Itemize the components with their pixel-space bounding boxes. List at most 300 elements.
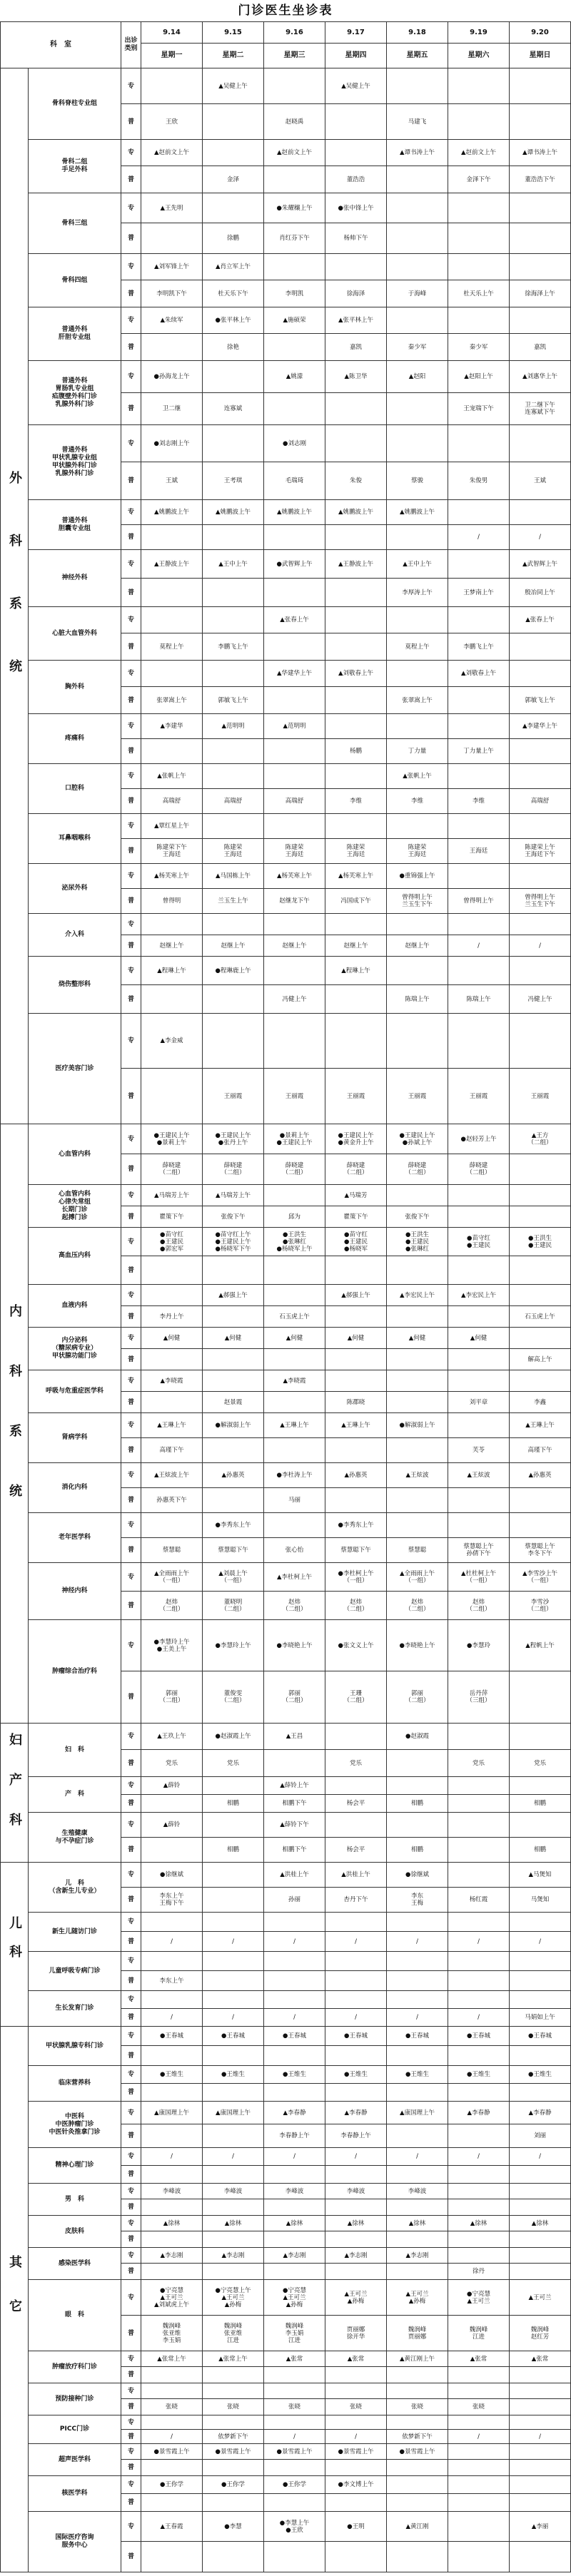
schedule-cell: / [203, 2009, 264, 2027]
visit-type-label: 专 [121, 2216, 141, 2231]
schedule-cell: ▲华建华上午 [264, 661, 325, 687]
schedule-cell: 马建飞 [387, 104, 448, 140]
schedule-cell [387, 1750, 448, 1777]
schedule-cell: 曾得明上午 兰玉生下午 [510, 889, 571, 914]
schedule-cell: 魏润峰 贾丽娜 [387, 2316, 448, 2351]
schedule-cell [264, 2264, 325, 2280]
schedule-cell: ▲谭书涛上午 [510, 140, 571, 166]
schedule-cell: ●王洪生 ●张琳红 ●杨晓军上午 [264, 1228, 325, 1256]
schedule-cell [264, 2231, 325, 2248]
schedule-cell [264, 579, 325, 607]
visit-type-label: 普 [121, 579, 141, 607]
schedule-cell: ▲王玖上午 [141, 1724, 203, 1750]
department-name: 神经内科 [29, 1563, 121, 1620]
schedule-cell: 卫二继 [141, 393, 203, 425]
schedule-cell: ▲张春上午 [510, 607, 571, 633]
schedule-cell: 贾丽娜 徐开华 [325, 2316, 387, 2351]
schedule-cell [264, 1392, 325, 1413]
visit-type-label: 普 [121, 1932, 141, 1952]
schedule-cell [448, 2494, 510, 2512]
schedule-cell [387, 661, 448, 687]
schedule-cell [141, 223, 203, 254]
schedule-cell [141, 1952, 203, 1971]
schedule-cell [264, 393, 325, 425]
schedule-cell: ▲徐林 [510, 2216, 571, 2231]
visit-type-label: 专 [121, 2066, 141, 2084]
schedule-cell: / [264, 2009, 325, 2027]
schedule-cell: 杏丹下午 [325, 1888, 387, 1913]
department-name: 消化内科 [29, 1463, 121, 1513]
schedule-cell [387, 1777, 448, 1795]
schedule-cell: ▲薛铃 [141, 1777, 203, 1795]
visit-type-label: 专 [121, 68, 141, 104]
schedule-cell: ●王春城 [448, 2027, 510, 2046]
weekday-header: 星期六 [448, 44, 510, 68]
schedule-cell [203, 579, 264, 607]
schedule-cell: ●王春城 [325, 2027, 387, 2046]
schedule-cell [510, 254, 571, 280]
schedule-cell [510, 104, 571, 140]
schedule-cell: 殷冶同上午 [510, 579, 571, 607]
visit-type-label: 专 [121, 500, 141, 525]
schedule-cell: 李鑫 [510, 1392, 571, 1413]
schedule-cell: ▲赵阳 [387, 361, 448, 393]
schedule-cell: / [325, 2430, 387, 2444]
schedule-cell [448, 2415, 510, 2430]
schedule-cell: / [141, 2009, 203, 2027]
schedule-cell [448, 500, 510, 525]
schedule-cell: 魏润峰 江进 [448, 2316, 510, 2351]
schedule-cell: 王斌 [510, 462, 571, 500]
schedule-cell [141, 525, 203, 550]
schedule-cell: 徐艳 [203, 334, 264, 361]
schedule-cell: ▲孙惠英 [325, 1463, 387, 1488]
schedule-cell [325, 2199, 387, 2216]
schedule-cell: 曾得明 [141, 889, 203, 914]
schedule-cell: 王丽霞 [264, 1069, 325, 1124]
schedule-cell: ●宁亮慧 ▲王可兰 ▲孙梅 [264, 2280, 325, 2316]
schedule-cell [387, 607, 448, 633]
schedule-cell [325, 2383, 387, 2399]
schedule-cell: ●赵淑霞 [387, 1724, 448, 1750]
visit-type-label: 普 [121, 1392, 141, 1413]
schedule-cell: ●王春城 [141, 2027, 203, 2046]
schedule-cell: ●李慧 [203, 2512, 264, 2542]
schedule-cell: 王宠瑞下午 [448, 393, 510, 425]
schedule-cell [510, 2184, 571, 2199]
schedule-cell [448, 2542, 510, 2572]
schedule-cell: 刘平章 [448, 1392, 510, 1413]
schedule-cell [264, 1185, 325, 1206]
schedule-cell: ●赵轻芳上午 [448, 1124, 510, 1154]
schedule-cell: 高瑞舒 [141, 789, 203, 814]
schedule-cell [203, 814, 264, 839]
department-name: 普通外科 胃肠乳专业组 疝腹壁外科门诊 乳腺外科门诊 [29, 361, 121, 425]
schedule-cell: 薛晓建 （二组） [325, 1154, 387, 1185]
visit-type-label: 普 [121, 1750, 141, 1777]
schedule-cell: / [203, 1932, 264, 1952]
schedule-cell [510, 1991, 571, 2009]
schedule-cell: ▲王琳上午 [325, 1413, 387, 1438]
schedule-cell: 相鹏 [387, 1838, 448, 1863]
schedule-cell: 李明凯 [264, 280, 325, 307]
schedule-cell [203, 525, 264, 550]
schedule-cell [448, 714, 510, 739]
department-name: 皮肤科 [29, 2216, 121, 2248]
schedule-cell: 薛晓建 （二组） [448, 1154, 510, 1185]
visit-type-label: 普 [121, 2166, 141, 2184]
schedule-cell [203, 1991, 264, 2009]
schedule-cell [510, 2399, 571, 2415]
schedule-cell: 王斌 [141, 462, 203, 500]
schedule-cell: 高瑞舒 [264, 789, 325, 814]
schedule-cell: 郭丽 （二组） [387, 1671, 448, 1724]
schedule-cell: 李峰波 [325, 2184, 387, 2199]
schedule-cell [387, 2124, 448, 2148]
schedule-cell [387, 2542, 448, 2572]
schedule-cell [387, 1349, 448, 1370]
department-name: 感染医学科 [29, 2248, 121, 2280]
schedule-cell: 莫程上午 [141, 633, 203, 661]
schedule-cell: 蔡慧聪下午 [325, 1538, 387, 1563]
schedule-cell: 孙惠英下午 [141, 1488, 203, 1513]
schedule-cell: ▲程琳上午 [141, 957, 203, 985]
schedule-cell [448, 193, 510, 223]
schedule-cell [510, 2248, 571, 2264]
schedule-cell [448, 2367, 510, 2383]
schedule-cell [448, 2084, 510, 2102]
department-name: 核医学科 [29, 2476, 121, 2512]
schedule-cell [387, 1991, 448, 2009]
schedule-cell: 赵继上午 [325, 935, 387, 957]
visit-type-label: 普 [121, 789, 141, 814]
schedule-cell: ●解淑弱上午 [387, 1413, 448, 1438]
schedule-cell: ●王洪生 ●王建民 ●张琳红 [387, 1228, 448, 1256]
schedule-cell: ▲程琳上午 [325, 957, 387, 985]
schedule-cell: ▲范明明 [203, 714, 264, 739]
department-group-label: 内科系统 [1, 1124, 29, 1724]
department-name: 国际医疗咨询 服务中心 [29, 2512, 121, 2572]
schedule-cell: ▲张平林上午 [325, 307, 387, 334]
schedule-cell: ▲李宏民上午 [448, 1285, 510, 1306]
schedule-cell [387, 425, 448, 462]
schedule-cell [203, 1777, 264, 1795]
schedule-cell [141, 914, 203, 935]
schedule-cell [264, 1952, 325, 1971]
visit-type-label: 普 [121, 2264, 141, 2280]
schedule-cell: ▲薛铃下午 [264, 1813, 325, 1838]
schedule-cell [510, 864, 571, 889]
schedule-cell: ▲杨芙寒上午 [264, 864, 325, 889]
visit-type-label: 普 [121, 1592, 141, 1620]
schedule-cell [448, 1991, 510, 2009]
schedule-cell [264, 739, 325, 764]
schedule-cell: ▲张常 [325, 2351, 387, 2367]
visit-type-label: 普 [121, 223, 141, 254]
visit-type-label: 专 [121, 1813, 141, 1838]
schedule-cell: 刘丽 [510, 2124, 571, 2148]
visit-type-label: 专 [121, 1285, 141, 1306]
schedule-cell: 相鹏 [387, 1795, 448, 1813]
schedule-cell [387, 2231, 448, 2248]
schedule-cell [141, 1795, 203, 1813]
visit-type-label: 专 [121, 764, 141, 789]
schedule-cell [325, 104, 387, 140]
schedule-cell: ●张平林上午 [203, 307, 264, 334]
schedule-cell: / [325, 2009, 387, 2027]
schedule-cell: 瞿策下午 [141, 1206, 203, 1228]
schedule-cell [387, 254, 448, 280]
schedule-cell [510, 2542, 571, 2572]
schedule-cell [325, 425, 387, 462]
visit-type-label: 普 [121, 280, 141, 307]
schedule-cell [387, 1392, 448, 1413]
schedule-cell [203, 914, 264, 935]
visit-type-label: 普 [121, 1438, 141, 1463]
schedule-cell [264, 2542, 325, 2572]
schedule-cell: 陈建荣 王海廷 [387, 839, 448, 864]
schedule-cell: ▲张常 [448, 2351, 510, 2367]
visit-type-label: 普 [121, 2399, 141, 2415]
visit-type-label: 普 [121, 2367, 141, 2383]
schedule-cell: ●王维生 [510, 2066, 571, 2084]
schedule-cell: ●王你学 [141, 2476, 203, 2494]
schedule-cell: / [510, 935, 571, 957]
schedule-cell [387, 1913, 448, 1932]
schedule-cell [203, 2046, 264, 2066]
schedule-cell: ▲李春静 [264, 2102, 325, 2124]
schedule-cell: ●李秀东上午 [325, 1513, 387, 1538]
schedule-cell: ▲李金威 [141, 1014, 203, 1069]
schedule-cell: 杨鹏 [325, 739, 387, 764]
schedule-cell: 石玉虎上午 [264, 1306, 325, 1328]
schedule-cell: ●李慧玲上午 [203, 1620, 264, 1671]
weekday-header: 星期日 [510, 44, 571, 68]
schedule-cell [387, 1306, 448, 1328]
schedule-cell [141, 2231, 203, 2248]
schedule-cell [325, 140, 387, 166]
schedule-cell: 陈建荣 王海廷 [325, 839, 387, 864]
department-name: 疼痛科 [29, 714, 121, 764]
schedule-cell [448, 1913, 510, 1932]
schedule-cell: ●徐继斌 [141, 1863, 203, 1888]
schedule-cell: ▲李杜柯上午 [264, 1563, 325, 1592]
schedule-cell [264, 2046, 325, 2066]
department-name: 儿 科 （含新生儿专业） [29, 1863, 121, 1913]
schedule-cell [203, 104, 264, 140]
schedule-cell: ▲赵阳上午 [448, 361, 510, 393]
schedule-cell [325, 687, 387, 714]
schedule-cell [387, 714, 448, 739]
visit-type-label: 普 [121, 1488, 141, 1513]
schedule-cell: ▲姚鹏波上午 [387, 500, 448, 525]
schedule-cell: ●苗守红 ●王建民 [448, 1228, 510, 1256]
schedule-cell: ▲康国理上午 [141, 2102, 203, 2124]
schedule-cell: 高瑞舒 [203, 789, 264, 814]
schedule-cell [510, 1913, 571, 1932]
schedule-cell [203, 1888, 264, 1913]
schedule-cell: / [264, 2148, 325, 2166]
schedule-cell: ▲薛铃 [141, 1813, 203, 1838]
schedule-cell: ▲王可兰 [510, 2280, 571, 2316]
department-name: 呼吸与危重症医学科 [29, 1370, 121, 1413]
schedule-cell: 董晓明 （二组） [203, 1592, 264, 1620]
schedule-cell [325, 1438, 387, 1463]
schedule-cell [264, 1513, 325, 1538]
schedule-cell [510, 2444, 571, 2460]
schedule-cell: ▲马国栋上午 [203, 864, 264, 889]
schedule-cell [203, 1349, 264, 1370]
visit-type-label: 普 [121, 525, 141, 550]
schedule-cell: 陈瑞上午 [387, 985, 448, 1014]
schedule-cell: 张心怡 [264, 1538, 325, 1563]
schedule-cell [510, 739, 571, 764]
schedule-cell: / [325, 1932, 387, 1952]
schedule-cell [448, 2460, 510, 2476]
schedule-cell: ▲薛铃上午 [264, 1777, 325, 1795]
schedule-cell: ▲王琳上午 [264, 1413, 325, 1438]
schedule-cell: 王丽霞 [387, 1069, 448, 1124]
visit-type-label: 专 [121, 140, 141, 166]
schedule-cell: ▲马瑞芳上午 [203, 1185, 264, 1206]
department-name: 生长发育门诊 [29, 1991, 121, 2027]
visit-type-label: 普 [121, 2046, 141, 2066]
schedule-cell [448, 1724, 510, 1750]
schedule-cell [203, 2383, 264, 2399]
schedule-cell: 邱为 [264, 1206, 325, 1228]
department-name: PICC门诊 [29, 2415, 121, 2444]
schedule-cell [510, 307, 571, 334]
schedule-cell [141, 1256, 203, 1285]
schedule-cell: 相鹏 [510, 1838, 571, 1863]
schedule-cell: ▲李建华上午 [510, 714, 571, 739]
schedule-cell: ▲王静波上午 [141, 550, 203, 579]
schedule-cell [203, 1913, 264, 1932]
schedule-cell: ▲黄江刚上午 [387, 2351, 448, 2367]
schedule-cell [325, 2166, 387, 2184]
schedule-cell [203, 1863, 264, 1888]
schedule-cell [203, 1306, 264, 1328]
schedule-cell: ▲刘军锋上午 [141, 254, 203, 280]
schedule-cell: 赵继上午 [203, 935, 264, 957]
schedule-cell: ▲李志刚 [387, 2248, 448, 2264]
schedule-cell [510, 1185, 571, 1206]
schedule-cell [203, 1488, 264, 1513]
schedule-cell: ▲李志刚 [325, 2248, 387, 2264]
schedule-cell: 李峰波 [203, 2184, 264, 2199]
schedule-cell: 张晓 [325, 2399, 387, 2415]
date-header: 9.18 [387, 22, 448, 44]
schedule-cell: 相鹏下午 [264, 1795, 325, 1813]
schedule-cell: ●张中锋上午 [325, 193, 387, 223]
schedule-cell: / [510, 1932, 571, 1952]
visit-type-label: 专 [121, 1913, 141, 1932]
schedule-cell: 依梦新下午 [387, 2430, 448, 2444]
schedule-cell: 王海廷 [448, 839, 510, 864]
schedule-cell: ▲赵前文上午 [141, 140, 203, 166]
schedule-cell: 高瑞舒 [510, 789, 571, 814]
schedule-cell [141, 334, 203, 361]
schedule-cell [141, 1392, 203, 1413]
schedule-cell [325, 2367, 387, 2383]
schedule-cell: / [448, 2009, 510, 2027]
schedule-cell [203, 739, 264, 764]
schedule-cell [264, 1349, 325, 1370]
schedule-cell: ▲杨芙寒上午 [325, 864, 387, 889]
schedule-cell [448, 1863, 510, 1888]
schedule-cell [448, 1206, 510, 1228]
schedule-cell [448, 2512, 510, 2542]
schedule-cell [448, 1838, 510, 1863]
schedule-cell: 陈建荣 王海廷 [264, 839, 325, 864]
schedule-cell: 陈建荣上午 王海廷下午 [510, 839, 571, 864]
schedule-cell [387, 2460, 448, 2476]
visit-type-label: 普 [121, 839, 141, 864]
schedule-cell: 魏润峰 张亚维 李玉娟 [141, 2316, 203, 2351]
schedule-cell [203, 1256, 264, 1285]
schedule-cell: 王丽霞 [203, 1069, 264, 1124]
schedule-cell: ▲康国理上午 [387, 2102, 448, 2124]
schedule-cell: ▲徐林 [264, 2216, 325, 2231]
schedule-cell [448, 914, 510, 935]
schedule-cell: 高瑾下午 [510, 1438, 571, 1463]
schedule-cell [448, 68, 510, 104]
department-column-header: 科 室 [1, 22, 121, 68]
schedule-cell: 毛瑞琦 [264, 462, 325, 500]
visit-type-label: 专 [121, 2248, 141, 2264]
schedule-cell: 张晓 [448, 2399, 510, 2415]
department-group-label: 其它 [1, 2027, 29, 2572]
schedule-cell [510, 223, 571, 254]
schedule-cell [448, 2476, 510, 2494]
department-name: 妇 科 [29, 1724, 121, 1777]
schedule-cell: ▲黄江刚 [387, 2512, 448, 2542]
visit-type-label: 普 [121, 935, 141, 957]
visit-type-label: 普 [121, 889, 141, 914]
schedule-cell [387, 1370, 448, 1392]
schedule-cell [264, 1438, 325, 1463]
schedule-cell: 相鹏下午 [264, 1838, 325, 1863]
schedule-cell: ●武智辉上午 [264, 550, 325, 579]
schedule-cell [264, 1014, 325, 1069]
schedule-cell: 赵景霞 [203, 1392, 264, 1413]
department-name: 心血管内科 心律失常组 长期门诊 起搏门诊 [29, 1185, 121, 1228]
schedule-cell: ▲李雪沙上午 （一组） [510, 1563, 571, 1592]
schedule-cell: 李春静上午 [325, 2124, 387, 2148]
schedule-cell [510, 2415, 571, 2430]
department-name: 肿瘤放疗科门诊 [29, 2351, 121, 2383]
visit-type-label: 专 [121, 864, 141, 889]
schedule-cell [387, 223, 448, 254]
schedule-cell: ▲何健 [325, 1328, 387, 1349]
schedule-cell: ▲李春静 [510, 2102, 571, 2124]
schedule-cell: ●李慧上午 ●王欣 [264, 2512, 325, 2542]
schedule-cell [448, 864, 510, 889]
schedule-cell [203, 2084, 264, 2102]
schedule-cell [387, 2476, 448, 2494]
visit-type-label: 专 [121, 193, 141, 223]
schedule-cell: 李丹上午 [141, 1306, 203, 1328]
schedule-cell: ●李慧玲 [448, 1620, 510, 1671]
schedule-cell [141, 166, 203, 193]
visit-type-label: 专 [121, 1620, 141, 1671]
schedule-cell: 赵炜 （二组） [141, 1592, 203, 1620]
department-name: 胸外科 [29, 661, 121, 714]
schedule-cell [510, 914, 571, 935]
visit-type-label: 普 [121, 2124, 141, 2148]
schedule-cell [264, 957, 325, 985]
schedule-cell: 赵炜 （二组） [448, 1592, 510, 1620]
